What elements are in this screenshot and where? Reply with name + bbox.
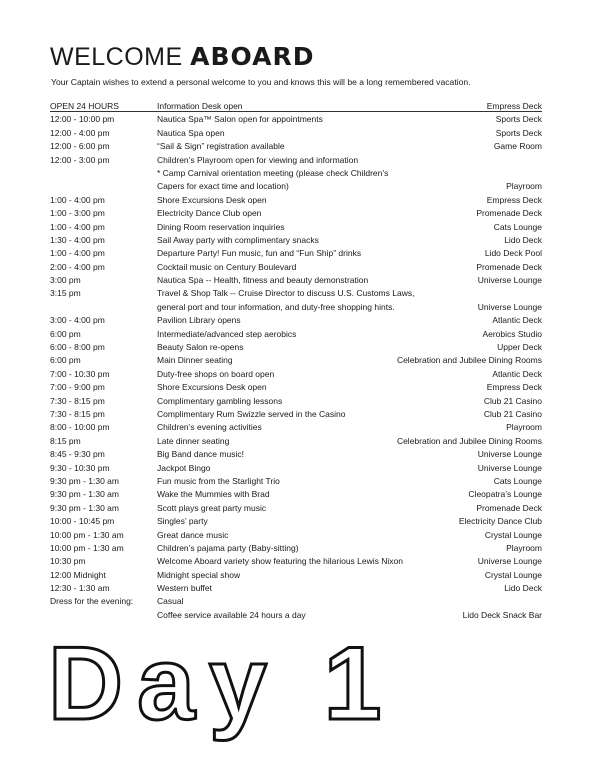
schedule-row	[50, 421, 542, 434]
schedule-time: 1:00 - 3:00 pm	[50, 208, 105, 219]
welcome-subtitle: Your Captain wishes to extend a personal welcome to you and knows this will be a long remembered vacation.	[51, 77, 471, 87]
schedule-description: Scott plays great party music	[157, 502, 267, 513]
schedule-row	[50, 569, 542, 582]
schedule-row	[50, 194, 542, 207]
schedule-location: Upper Deck	[497, 342, 542, 353]
schedule-location: Cats Lounge	[493, 221, 542, 232]
schedule-location: Celebration and Jubilee Dining Rooms	[396, 355, 542, 366]
schedule-row	[50, 167, 542, 180]
schedule-time: 6:00 pm	[50, 355, 81, 366]
schedule-location: Promenade Deck	[476, 502, 542, 513]
schedule-row	[50, 595, 542, 608]
schedule-row	[50, 247, 542, 260]
schedule-location: Crystal Lounge	[484, 569, 542, 580]
schedule-row	[50, 475, 542, 488]
schedule-row	[50, 207, 542, 220]
schedule-location: Crystal Lounge	[484, 529, 542, 540]
schedule-row	[50, 261, 542, 274]
schedule-location: Game Room	[493, 141, 542, 152]
schedule-time: 10:00 pm - 1:30 am	[50, 529, 124, 540]
schedule-location: Universe Lounge	[477, 275, 542, 286]
schedule-row	[50, 555, 542, 568]
schedule-time: 9:30 pm - 1:30 am	[50, 475, 119, 486]
schedule-time: 10:00 - 10:45 pm	[50, 516, 115, 527]
schedule-location: Empress Deck	[486, 194, 542, 205]
schedule-row	[50, 140, 542, 153]
schedule-row	[50, 127, 542, 140]
schedule-location: Celebration and Jubilee Dining Rooms	[396, 435, 542, 446]
schedule-time: 12:00 - 3:00 pm	[50, 154, 110, 165]
schedule-description: Pavilion Library opens	[157, 315, 241, 326]
schedule-row	[50, 502, 542, 515]
schedule-time: 3:15 pm	[50, 288, 81, 299]
title-bold: ABOARD	[190, 42, 315, 71]
schedule-time: 12:30 - 1:30 am	[50, 583, 110, 594]
schedule-time: 2:00 - 4:00 pm	[50, 261, 105, 272]
schedule-row	[50, 515, 542, 528]
schedule-time: 7:00 - 9:00 pm	[50, 382, 105, 393]
schedule-time: 1:00 - 4:00 pm	[50, 248, 105, 259]
schedule-location: Atlantic Deck	[492, 315, 542, 326]
schedule-location: Promenade Deck	[476, 208, 542, 219]
schedule-time: OPEN 24 HOURS	[50, 101, 119, 111]
schedule-description: Nautica Spa™ Salon open for appointments	[157, 114, 323, 125]
schedule-time: 10:30 pm	[50, 556, 86, 567]
title-regular: WELCOME	[50, 43, 183, 71]
schedule-time: 8:45 - 9:30 pm	[50, 449, 105, 460]
schedule-location: Lido Deck	[504, 583, 542, 594]
schedule-time: 3:00 - 4:00 pm	[50, 315, 105, 326]
schedule-row	[50, 341, 542, 354]
schedule-row	[50, 234, 542, 247]
schedule-description: Shore Excursions Desk open	[157, 382, 267, 393]
schedule-location: Empress Deck	[486, 382, 542, 393]
schedule-location: Playroom	[506, 542, 542, 553]
schedule-description: Complimentary Rum Swizzle served in the Casino	[157, 408, 346, 419]
schedule-time: 9:30 pm - 1:30 am	[50, 502, 119, 513]
schedule-description: Intermediate/advanced step aerobics	[157, 328, 297, 339]
schedule-row	[50, 154, 542, 167]
schedule-row	[50, 113, 542, 126]
schedule-row	[50, 100, 542, 113]
schedule-row	[50, 354, 542, 367]
schedule-row	[50, 582, 542, 595]
schedule-location: Lido Deck	[504, 234, 542, 245]
schedule-time: 12:00 - 4:00 pm	[50, 127, 110, 138]
schedule-row	[50, 328, 542, 341]
schedule-time: 3:00 pm	[50, 275, 81, 286]
schedule-row	[50, 180, 542, 193]
schedule-description: Children’s pajama party (Baby-sitting)	[157, 542, 299, 553]
schedule-description: Western buffet	[157, 583, 212, 594]
schedule-description: Welcome Aboard variety show featuring the hilarious Lewis Nixon	[157, 556, 403, 567]
schedule-location: Empress Deck	[486, 101, 542, 111]
schedule-description: Complimentary gambling lessons	[157, 395, 283, 406]
schedule-row	[50, 542, 542, 555]
schedule-description: Late dinner seating	[157, 435, 230, 446]
schedule-location: Playroom	[506, 181, 542, 192]
schedule-description: Midnight special show	[157, 569, 241, 580]
schedule-row	[50, 408, 542, 421]
schedule-time: 7:30 - 8:15 pm	[50, 395, 105, 406]
schedule-description: Great dance music	[157, 529, 229, 540]
schedule-time: 6:00 - 8:00 pm	[50, 342, 105, 353]
schedule-row	[50, 274, 542, 287]
schedule-row	[50, 462, 542, 475]
schedule-description: general port and tour information, and duty-free shopping hints.	[157, 301, 395, 312]
schedule-location: Club 21 Casino	[483, 395, 542, 406]
schedule-time: 9:30 pm - 1:30 am	[50, 489, 119, 500]
schedule-description: Big Band dance music!	[157, 449, 244, 460]
schedule-location: Lido Deck Snack Bar	[462, 609, 542, 620]
schedule-time: 10:00 pm - 1:30 am	[50, 542, 124, 553]
schedule-description: Electricity Dance Club open	[157, 208, 262, 219]
schedule-description: Shore Excursions Desk open	[157, 194, 267, 205]
schedule-time: Dress for the evening:	[50, 596, 134, 607]
schedule-location: Universe Lounge	[477, 301, 542, 312]
schedule-time: 12:00 Midnight	[50, 569, 106, 580]
schedule-time: 7:30 - 8:15 pm	[50, 408, 105, 419]
schedule-location: Lido Deck Pool	[484, 248, 542, 259]
schedule-description: Main Dinner seating	[157, 355, 233, 366]
schedule-location: Playroom	[506, 422, 542, 433]
schedule-location: Universe Lounge	[477, 462, 542, 473]
schedule-description: * Camp Carnival orientation meeting (please check Children’s	[157, 167, 389, 178]
schedule-description: Information Desk open	[157, 101, 243, 111]
schedule-location: Universe Lounge	[477, 449, 542, 460]
schedule-description: “Sail & Sign” registration available	[157, 141, 285, 152]
schedule-description: Travel & Shop Talk -- Cruise Director to discuss U.S. Customs Laws,	[157, 288, 415, 299]
schedule-row	[50, 301, 542, 314]
schedule-time: 8:15 pm	[50, 435, 81, 446]
schedule-description: Capers for exact time and location)	[157, 181, 289, 192]
schedule-description: Dining Room reservation inquiries	[157, 221, 285, 232]
schedule-time: 12:00 - 6:00 pm	[50, 141, 110, 152]
schedule-description: Beauty Salon re-opens	[157, 342, 244, 353]
schedule-description: Singles’ party	[157, 516, 208, 527]
schedule-row	[50, 287, 542, 300]
schedule-row	[50, 435, 542, 448]
schedule-time: 6:00 pm	[50, 328, 81, 339]
schedule-description: Duty-free shops on board open	[157, 368, 275, 379]
schedule-location: Sports Deck	[495, 114, 542, 125]
schedule-description: Fun music from the Starlight Trio	[157, 475, 280, 486]
schedule-time: 1:30 - 4:00 pm	[50, 234, 105, 245]
schedule-location: Electricity Dance Club	[458, 516, 542, 527]
schedule-time: 1:00 - 4:00 pm	[50, 221, 105, 232]
schedule-time: 9:30 - 10:30 pm	[50, 462, 110, 473]
schedule-location: Sports Deck	[495, 127, 542, 138]
schedule-row	[50, 395, 542, 408]
schedule-row	[50, 368, 542, 381]
schedule-location: Atlantic Deck	[492, 368, 542, 379]
schedule-description: Nautica Spa -- Health, fitness and beauty demonstration	[157, 275, 369, 286]
schedule-row	[50, 448, 542, 461]
schedule-description: Children’s evening activities	[157, 422, 262, 433]
schedule-row	[50, 314, 542, 327]
schedule-description: Cocktail music on Century Boulevard	[157, 261, 297, 272]
schedule-time: 1:00 - 4:00 pm	[50, 194, 105, 205]
schedule-row	[50, 381, 542, 394]
schedule-description: Nautica Spa open	[157, 127, 225, 138]
schedule-location: Promenade Deck	[476, 261, 542, 272]
schedule-description: Casual	[157, 596, 184, 607]
schedule-description: Wake the Mummies with Brad	[157, 489, 270, 500]
schedule-row	[50, 529, 542, 542]
schedule-time: 8:00 - 10:00 pm	[50, 422, 110, 433]
schedule-description: Sail Away party with complimentary snacks	[157, 234, 319, 245]
schedule-description: Children’s Playroom open for viewing and information	[157, 154, 359, 165]
schedule-description: Departure Party! Fun music, fun and “Fun Ship” drinks	[157, 248, 362, 259]
schedule-location: Cleopatra’s Lounge	[468, 489, 542, 500]
schedule-description: Jackpot Bingo	[157, 462, 211, 473]
schedule-location: Club 21 Casino	[483, 408, 542, 419]
schedule-row	[50, 609, 542, 622]
schedule-location: Cats Lounge	[493, 475, 542, 486]
page-title	[50, 42, 314, 72]
schedule-location: Aerobics Studio	[482, 328, 542, 339]
schedule-row	[50, 488, 542, 501]
schedule-time: 12:00 - 10:00 pm	[50, 114, 115, 125]
schedule-location: Universe Lounge	[477, 556, 542, 567]
schedule-time: 7:00 - 10:30 pm	[50, 368, 110, 379]
schedule-description: Coffee service available 24 hours a day	[157, 609, 306, 620]
schedule-list	[50, 100, 542, 622]
day-label: Day 1	[48, 626, 396, 742]
schedule-row	[50, 221, 542, 234]
